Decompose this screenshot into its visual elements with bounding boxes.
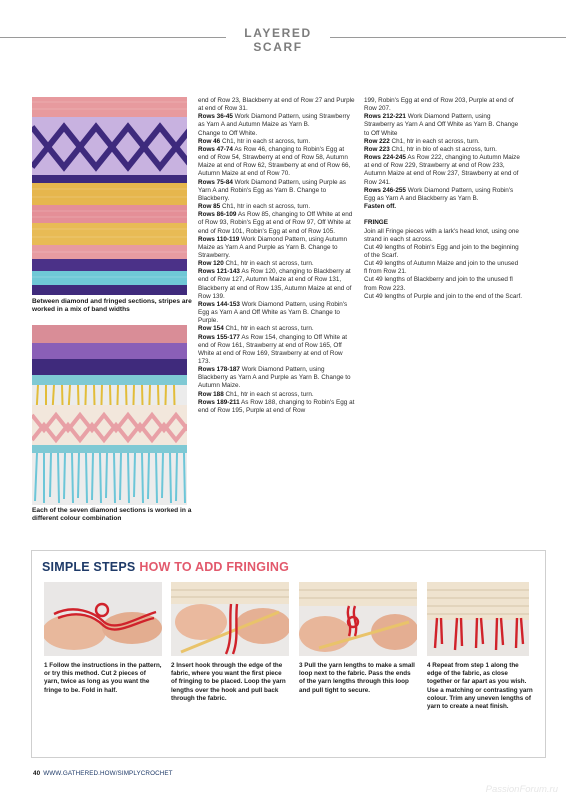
pattern-paragraph <box>198 399 356 415</box>
pattern-paragraph <box>198 260 356 268</box>
step-2-text <box>171 662 289 703</box>
step-1-text <box>44 662 162 695</box>
row-label: Row 46 <box>198 137 221 145</box>
row-instructions: Change to Off White. <box>198 129 258 137</box>
pattern-paragraph <box>364 219 522 227</box>
pattern-paragraph <box>364 203 522 211</box>
step-3-photo <box>299 582 417 656</box>
row-label: Rows 189-211 <box>198 398 240 406</box>
pattern-paragraph <box>364 113 522 137</box>
pattern-paragraph <box>198 203 356 211</box>
header-rule-left <box>0 37 226 38</box>
pattern-paragraph <box>364 97 522 113</box>
row-instructions: Work Diamond Pattern, using Purple as Yarn A and Robin's Egg as Yarn B. Change to Blackberry. <box>198 178 346 202</box>
pattern-paragraph <box>364 293 522 301</box>
row-instructions: Work Diamond Pattern, using Robin's Egg as Yarn A and Blackberry as Yarn B. <box>364 186 514 202</box>
pattern-column-1 <box>198 97 356 415</box>
step-number: 2 <box>171 662 175 669</box>
pattern-paragraph <box>198 334 356 367</box>
row-instructions: Join all Fringe pieces with a lark's head knot, using one strand in each st across. <box>364 227 519 243</box>
row-instructions: Cut 49 lengths of Blackberry and join to the unused fl from Row 223. <box>364 276 513 292</box>
row-label: Rows 86-109 <box>198 211 237 219</box>
row-instructions: Cut 49 lengths of Purple and join to the end of the Scarf. <box>364 292 522 300</box>
row-instructions: Work Diamond Pattern, using Blackberry as Yarn A and Purple as Yarn B. Change to Autumn Maize. <box>198 366 351 390</box>
row-label: Row 120 <box>198 260 224 268</box>
photo-caption-top: Between diamond and fringed sections, stripes are worked in a mix of band widths <box>32 298 192 314</box>
step-description: Pull the yarn lengths to make a small loop next to the fabric. Pass the ends of the yarn lengths through this loop and pull tight to secure. <box>299 662 415 694</box>
step-4-text <box>427 662 533 711</box>
pattern-paragraph <box>198 301 356 325</box>
row-instructions: Ch1, htr in each st across, turn. <box>220 203 311 211</box>
pattern-paragraph <box>364 146 522 154</box>
pattern-paragraph <box>364 228 522 244</box>
scarf-stripes-photo <box>32 97 187 295</box>
row-label: Rows 144-153 <box>198 300 240 308</box>
row-label: Fasten off. <box>364 203 397 211</box>
pattern-paragraph <box>198 325 356 333</box>
row-instructions: As Row 46, changing to Robin's Egg at end of Row 54, Strawberry at end of Row 58, Autumn Maize at end of Row 62, Strawberry at end of Row 66, Autumn Maize at end of Row 70. <box>198 145 351 178</box>
row-instructions: Ch1, htr in each st across, turn. <box>220 137 311 145</box>
row-label: Rows 110-119 <box>198 235 240 243</box>
row-instructions: As Row 120, changing to Blackberry at end of Row 127, Autumn Maize at end of Row 131, Blackberry at end of Row 135, Autumn Maize at end of Row 139. <box>198 268 352 300</box>
row-instructions: Work Diamond Pattern, using Strawberry as Yarn A and Off White as Yarn B. Change to Off White <box>364 113 519 137</box>
row-label: Rows 47-74 <box>198 145 233 153</box>
pattern-paragraph <box>198 138 356 146</box>
pattern-paragraph <box>198 179 356 203</box>
step-1-photo <box>44 582 162 656</box>
row-label: Row 85 <box>198 203 221 211</box>
row-label: Row 188 <box>198 390 224 398</box>
steps-subheading: HOW TO ADD FRINGING <box>139 560 290 574</box>
row-label: Rows 212-221 <box>364 113 406 121</box>
row-label: Row 154 <box>198 325 224 333</box>
row-instructions: As Row 188, changing to Robin's Egg at end of Row 195, Purple at end of Row <box>198 398 355 414</box>
pattern-paragraph <box>198 130 356 138</box>
row-instructions: As Row 85, changing to Off White at end of Row 93, Robin's Egg at end of Row 97, Off White at end of Row 101, Robin's Egg at end of Row 105. <box>198 211 353 235</box>
step-2-photo <box>171 582 289 656</box>
page-section-title: LAYERED SCARF <box>244 26 312 54</box>
row-label: Rows 224-245 <box>364 154 406 162</box>
steps-heading: SIMPLE STEPS <box>42 560 136 574</box>
row-instructions: As Row 154, changing to Off White at end of Row 161, Strawberry at end of Row 165, Off White at end of Row 169, Strawberry at end of Row 173. <box>198 333 348 365</box>
page-number: 40 <box>33 770 41 777</box>
pattern-paragraph <box>364 211 522 219</box>
step-description: Repeat from step 1 along the edge of the fabric, as close together or far apart as you wish. Use a matching or contrasting yarn colour. Trim any uneven lengths of yarn to create a neat finish. <box>427 662 533 711</box>
row-label: FRINGE <box>364 219 388 227</box>
pattern-column-2 <box>364 97 522 301</box>
row-label: Rows 178-187 <box>198 366 240 374</box>
step-number: 3 <box>299 662 303 669</box>
row-instructions: Ch1, htr in each st across, turn. <box>389 137 480 145</box>
simple-steps-title <box>42 560 289 574</box>
pattern-paragraph <box>364 154 522 187</box>
row-label: Row 223 <box>364 145 390 153</box>
pattern-paragraph <box>364 260 522 276</box>
row-label: Rows 36-45 <box>198 113 233 121</box>
pattern-paragraph <box>198 113 356 129</box>
photo-caption-bottom: Each of the seven diamond sections is worked in a different colour combination <box>32 507 192 523</box>
step-3-text <box>299 662 417 695</box>
row-instructions: Cut 49 lengths of Autumn Maize and join to the unused fl from Row 21. <box>364 260 519 276</box>
pattern-paragraph <box>198 97 356 113</box>
header-rule-right <box>330 37 566 38</box>
row-instructions: end of Row 23, Blackberry at end of Row 27 and Purple at end of Row 31. <box>198 97 355 113</box>
pattern-paragraph <box>198 366 356 390</box>
row-instructions: Cut 49 lengths of Robin's Egg and join to the beginning of the Scarf. <box>364 243 519 259</box>
step-number: 4 <box>427 662 431 669</box>
row-label: Rows 75-84 <box>198 178 233 186</box>
row-instructions: Work Diamond Pattern, using Strawberry as Yarn A and Autumn Maize as Yarn B. <box>198 113 350 129</box>
pattern-paragraph <box>364 138 522 146</box>
row-instructions: Ch1, htr in each st across, turn. <box>223 390 314 398</box>
row-instructions: Work Diamond Pattern, using Robin's Egg as Yarn A and Off White as Yarn B. Change to Purple. <box>198 300 348 325</box>
row-label: Rows 121-143 <box>198 268 240 276</box>
pattern-paragraph <box>198 236 356 260</box>
pattern-paragraph <box>364 187 522 203</box>
pattern-paragraph <box>198 391 356 399</box>
scarf-fringe-photo <box>32 325 187 505</box>
step-description: Insert hook through the edge of the fabric, where you want the first piece of fringing to be placed. Loop the yarn lengths over the hook and pull back through the fabric. <box>171 662 286 702</box>
row-instructions: Work Diamond Pattern, using Autumn Maize as Yarn A and Purple as Yarn B. Change to Strawberry. <box>198 235 348 259</box>
watermark-text: PassionForum.ru <box>485 784 558 795</box>
row-label: Row 222 <box>364 137 390 145</box>
row-instructions: As Row 222, changing to Autumn Maize at end of Row 229, Strawberry at end of Row 233, Autumn Maize at end of Row 237, Strawberry at end of Row 241. <box>364 154 520 186</box>
row-label: Rows 155-177 <box>198 333 240 341</box>
row-instructions: Ch1, htr in each st across, turn. <box>223 325 314 333</box>
row-instructions: Ch1, htr in each st across, turn. <box>223 260 314 268</box>
step-4-photo <box>427 582 529 656</box>
row-label: Rows 246-255 <box>364 186 406 194</box>
footer-url[interactable]: WWW.GATHERED.HOW/SIMPLYCROCHET <box>43 770 173 777</box>
row-instructions: 199, Robin's Egg at end of Row 203, Purple at end of Row 207. <box>364 97 514 113</box>
pattern-paragraph <box>364 244 522 260</box>
step-number: 1 <box>44 662 48 669</box>
pattern-paragraph <box>198 211 356 235</box>
step-description: Follow the instructions in the pattern, or try this method. Cut 2 pieces of yarn, twice as long as you want the fringe to be. Fold in half. <box>44 662 162 694</box>
page-footer <box>33 770 173 777</box>
pattern-paragraph <box>198 146 356 179</box>
pattern-paragraph <box>364 276 522 292</box>
row-instructions: Ch1, htr in blo of each st across, turn. <box>389 145 497 153</box>
pattern-paragraph <box>198 268 356 301</box>
